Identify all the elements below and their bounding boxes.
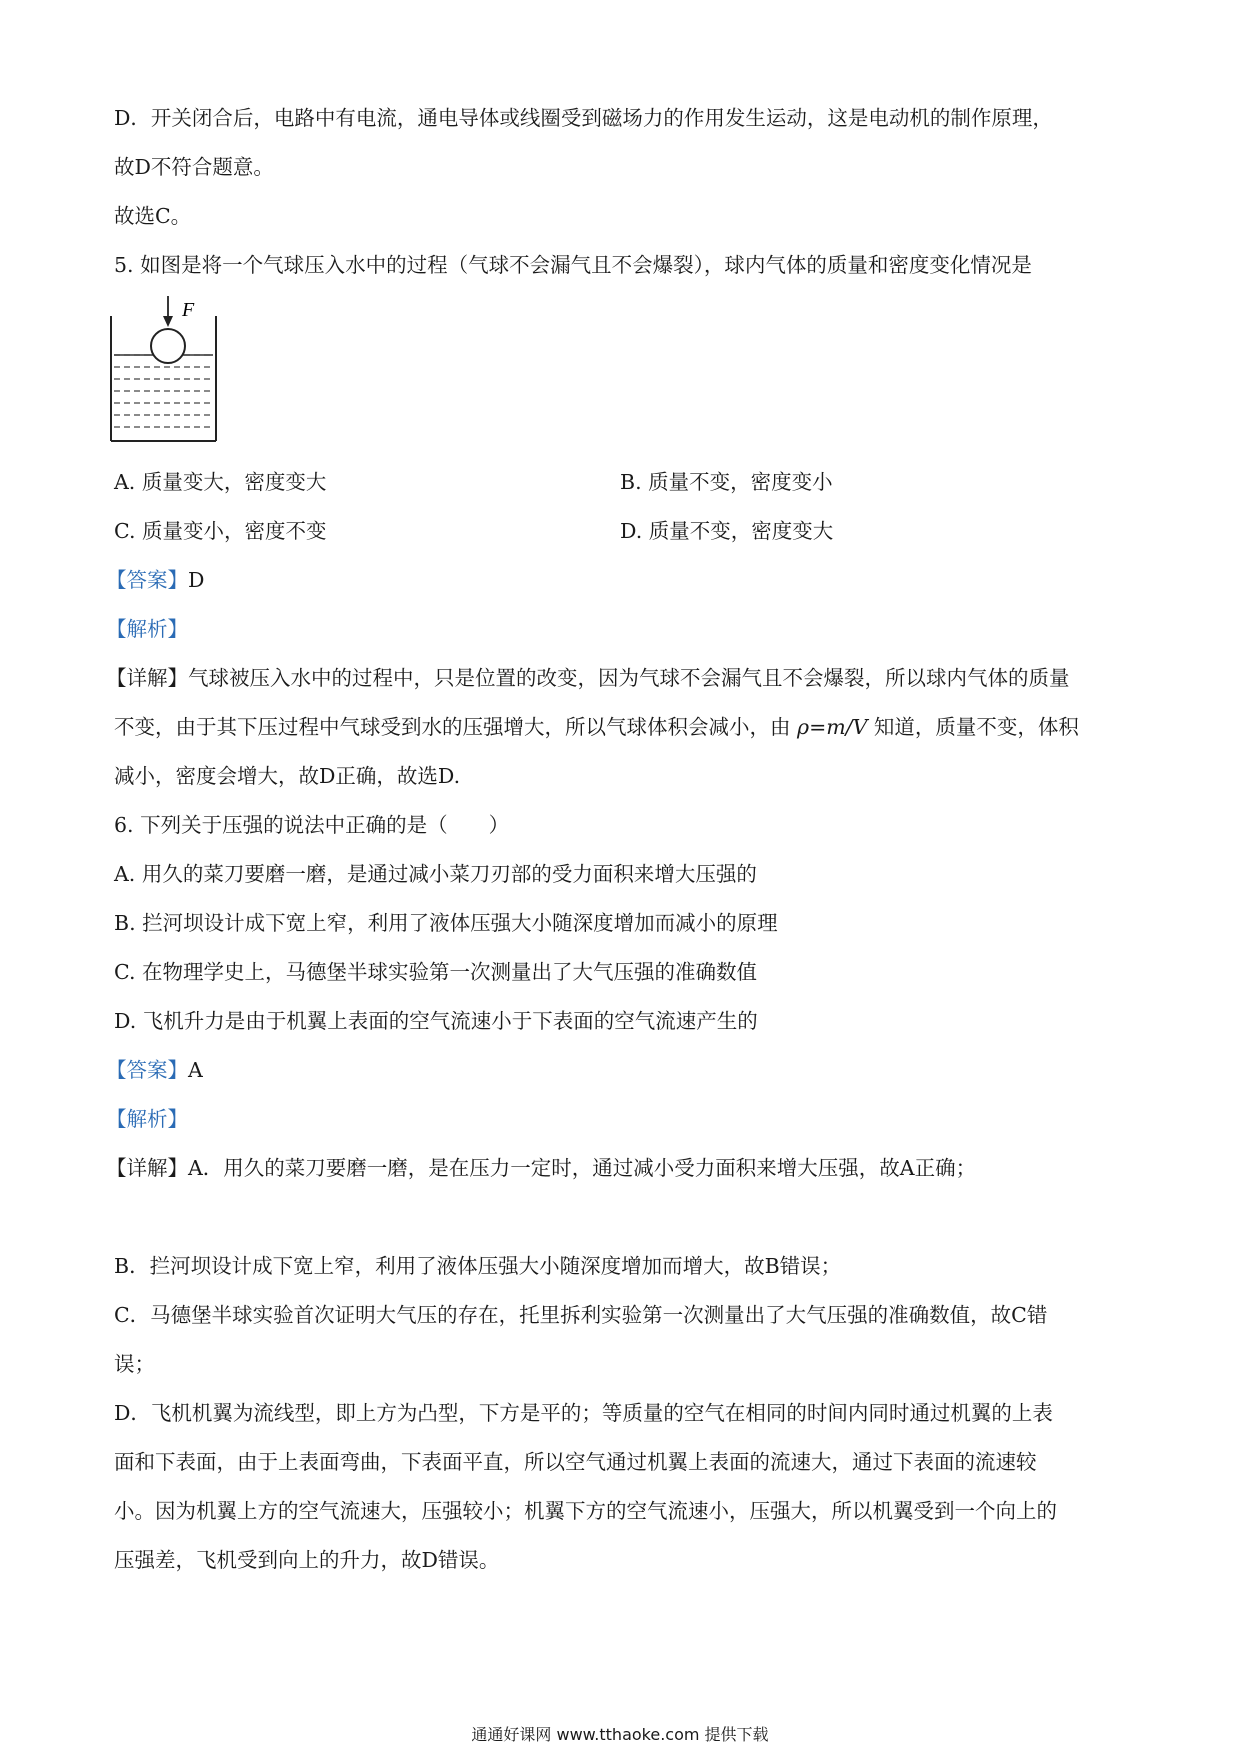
option-6d: D. 飞机升力是由于机翼上表面的空气流速小于下表面的空气流速产生的 [114, 1009, 758, 1033]
detail-5-line2 [114, 714, 1079, 740]
force-label: F [182, 299, 195, 321]
answer-value: A [188, 1058, 203, 1082]
option-5a: A. 质量变大，密度变大 [114, 470, 327, 494]
detail-6-line1 [106, 1155, 976, 1181]
force-arrowhead [163, 316, 173, 327]
option-5b: B. 质量不变，密度变小 [620, 470, 833, 494]
analysis-6-tag: 【解析】 [106, 1107, 188, 1131]
detail-tag: 【详解】 [106, 1156, 188, 1180]
detail-6-c2: 误； [114, 1352, 155, 1376]
question-6-stem: 6. 下列关于压强的说法中正确的是（ ） [114, 813, 510, 837]
detail-text: 知道，质量不变，体积 [867, 715, 1079, 739]
answer-tag: 【答案】 [106, 568, 188, 592]
analysis-5-tag: 【解析】 [106, 617, 188, 641]
option-5d: D. 质量不变，密度变大 [620, 519, 834, 543]
text-line: 故D不符合题意。 [114, 155, 274, 179]
answer-value: D [188, 568, 205, 592]
option-6b: B. 拦河坝设计成下宽上窄，利用了液体压强大小随深度增加而减小的原理 [114, 911, 778, 935]
text-line: D．开关闭合后，电路中有电流，通电导体或线圈受到磁场力的作用发生运动，这是电动机的制作原理， [114, 106, 1053, 130]
density-formula: ρ=m/V [797, 715, 868, 739]
question-5-stem: 5. 如图是将一个气球压入水中的过程（气球不会漏气且不会爆裂），球内气体的质量和密度变化情况是 [114, 253, 1032, 277]
detail-tag: 【详解】 [106, 666, 188, 690]
detail-6-d1: D．飞机机翼为流线型，即上方为凸型，下方是平的；等质量的空气在相同的时间内同时通过机翼的上表 [114, 1401, 1053, 1425]
detail-text: 气球被压入水中的过程中，只是位置的改变，因为气球不会漏气且不会爆裂，所以球内气体的质量 [188, 666, 1070, 690]
detail-6-d4: 压强差，飞机受到向上的升力，故D错误。 [114, 1548, 500, 1572]
balloon-pressed-into-water-figure [108, 296, 228, 446]
detail-5-line3: 减小，密度会增大，故D正确，故选D. [114, 764, 461, 788]
answer-tag: 【答案】 [106, 1058, 188, 1082]
page-footer: 通通好课网 www.tthaoke.com 提供下载 [471, 1725, 769, 1744]
detail-6-d2: 面和下表面，由于上表面弯曲，下表面平直，所以空气通过机翼上表面的流速大，通过下表面的流速较 [114, 1450, 1037, 1474]
balloon [151, 329, 185, 363]
option-6c: C. 在物理学史上，马德堡半球实验第一次测量出了大气压强的准确数值 [114, 960, 757, 984]
detail-6-d3: 小。因为机翼上方的空气流速大，压强较小；机翼下方的空气流速小，压强大，所以机翼受到一个向上的 [114, 1499, 1057, 1523]
option-5c: C. 质量变小，密度不变 [114, 519, 327, 543]
answer-5 [106, 567, 204, 593]
water-dashes [114, 355, 213, 427]
option-6a: A. 用久的菜刀要磨一磨，是通过减小菜刀刃部的受力面积来增大压强的 [114, 862, 757, 886]
text-line: 故选C。 [114, 204, 192, 228]
detail-text: A．用久的菜刀要磨一磨，是在压力一定时，通过减小受力面积来增大压强，故A正确； [188, 1156, 977, 1180]
detail-5-line1 [106, 665, 1070, 691]
detail-6-b: B．拦河坝设计成下宽上窄，利用了液体压强大小随深度增加而增大，故B错误； [114, 1254, 842, 1278]
detail-6-c1: C．马德堡半球实验首次证明大气压的存在，托里拆利实验第一次测量出了大气压强的准确数值，故C错 [114, 1303, 1048, 1327]
answer-6 [106, 1057, 203, 1083]
detail-text: 不变，由于其下压过程中气球受到水的压强增大，所以气球体积会减小，由 [114, 715, 798, 739]
